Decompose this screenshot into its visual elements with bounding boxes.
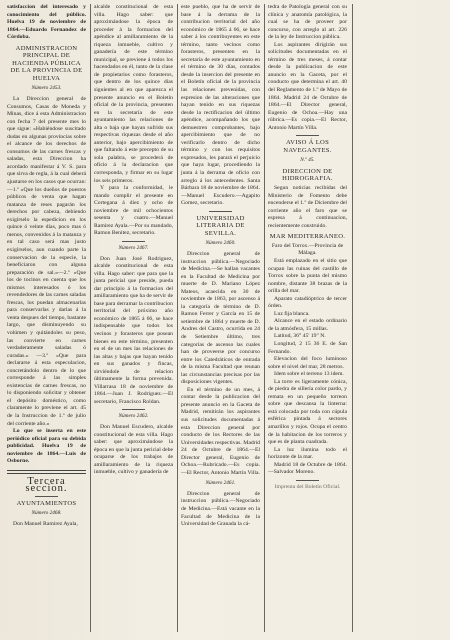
notice-body: La torre es ligeramente cónica, de piedra de sillería color pardo, y remata en un pequeño torreon sobre que descansa la linterna: está colocada por toda con cúpula esférica pintada á sectores amarillos y rojos. Ocupa el centro de la habitacion de los torreros y que es de planta cuadrada. xyxy=(268,378,347,446)
section-heading: UNIVERSIDAD LITERARIA DE SEVILLA. xyxy=(196,214,245,237)
notice-number: N.º 45. xyxy=(300,157,315,164)
notice-number: Número 2462. xyxy=(118,413,149,420)
notice-body: Direccion general de instruccion pública.—Negociado de Medicina.—Se hallan vacantes en la Facultad de Medicina por muerte de D. Mariano López Mateos, acaecida en 30 de noviembre de 1863, por ascenso á la categoría de término de D. Ramon Ferrer y García en 15 de setiembre de 1864 y muerte de D. Andres del Castro, ocurrida en 24 de Setiembre último, tres categorías de ascenso las cuales han de proveerse por concurso entre los Catedráticos de entrada de la misma Facultad que reunan las circunstancias precisas por las disposiciones vigentes. xyxy=(181,250,260,386)
notice-body: Don Juan José Rodriguez, alcalde constitucional de esta villa. Hago saber: que para que la junta pericial que preside, pueda dar principio á la formacion del amillaramiento que ha de servir de base para derramar la contribucion territorial del próximo año económico de 1865 á 66, se hace indispensable que todos los vecinos y forasteros que posean bienes en este término, presenten en el de un mes las relaciones de las altas y bajas que hayan tenido en sus ganados y fincas, sirviéndole de relacion últimamente la forma prevenida. Villarrasa 18 de noviembre de 1864.—Juan J. Rodriguez.—El secretario, Francisco Roldan. xyxy=(94,255,173,405)
divider xyxy=(122,241,146,242)
notice-body: Idem sobre el terreno 13 idem. xyxy=(274,371,344,378)
divider xyxy=(296,480,320,481)
notice-body: Madrid 18 de Octubre de 1864.—Salvador Moreno. xyxy=(268,461,347,476)
notice-body: Alcance en el estado ordinario de la atmósfera, 15 millas. xyxy=(268,318,347,332)
column-rule xyxy=(90,4,91,632)
divider xyxy=(122,409,146,410)
notice-body: Y para la conformidad, le mando cumplir el presente en Cortegana á diez y ocho de noviembre de mil ochocientos sesenta y cuatro.—Manuel Ramirez Ayala.—Por su mandado, Ramon Benitez, secretario. xyxy=(94,185,173,237)
section-heading: AVISO Á LOS NAVEGANTES. xyxy=(283,139,332,154)
notice-number: Número 2453. xyxy=(31,85,62,92)
notice-number: Número 2461. xyxy=(205,480,236,487)
notice-body: Aparato catadióptrico de tercer órden. xyxy=(268,295,347,310)
divider xyxy=(7,470,86,474)
divider xyxy=(209,211,233,212)
column-3 xyxy=(180,4,261,634)
notice-body: Lo que se inserta en este periódico oficial para su debida publicidad. Huelva 19 de noviembre de 1864.—Luis de Osborne. xyxy=(7,428,86,465)
notice-body: Está emplazado en el sitio que ocupan las ruinas del castillo de Torrox sobre la punta del mismo nombre, distante 38 brazas de la orilla del mar. xyxy=(268,257,347,295)
notice-body: En el término de un mes, á contar desde la publicacion del presente anuncio en la Gaceta de Madrid, remitirán los aspirantes sus solicitudes documentadas á esta Direccion general por conducto de los Rectores de las Universidades respectivas. Madrid 24 de Octubre de 1864.—El Director general, Eugenio de Ochoa.—Rubricado.—Es copia.—El Rector, Antonio Martín Villa. xyxy=(181,386,260,476)
notice-body: tedra de Patología general con su clínica y anatomía patológica, la cual se ha de proveer por concurso, con arreglo al art. 226 de la ley de Instruccion pública. xyxy=(268,4,347,41)
notice-body: Longitud, 2 15 36 E. de San Fernando. xyxy=(268,340,347,355)
column-4 xyxy=(267,4,348,634)
column-2 xyxy=(93,4,174,634)
notice-body: Latitud, 36° 45' 19" N. xyxy=(274,333,326,340)
notice-body: Segun noticias recibidas del Ministerio de Fomento debe encenderse el 1.º de Diciembre del corriente año el faro que se espresa á continuacion, recientemente construido. xyxy=(268,185,347,229)
section-title: Tercera seccion. xyxy=(25,475,68,495)
notice-number: Número 2460. xyxy=(205,240,236,247)
notice-body: Don Manuel Ramirez Ayala, xyxy=(13,521,78,527)
notice-body: este pueblo, que ha de servir de base á la derrama de la contribucion territorial del año económico de 1865 á 66, se hace saber á los contribuyentes en este término, tanto vecinos como forasteros, presenten en la secretaría de este ayuntamiento en el término de 30 días, contados desde la insercion del presente en el Boletín oficial de la provincia las relaciones prevenidas, con espresion de las alteraciones que hayan tenido en sus riquezas desde la rectificacion del último apéndice, acompañando los que demuestren comprobantes, bajo apercibimiento que de no verificarlo dentro de dicho término y con los requisitos expresados, les parará el perjuicio que haya lugar, procediendo la junta á la derrama de oficio con arreglo á los antecedentes. Santa Bárbara 18 de noviembre de 1864. —Manuel Escudero.—Agapito Gomez, secretario. xyxy=(181,4,260,207)
column-rule xyxy=(352,4,353,632)
column-1 xyxy=(6,4,87,634)
notice-ending: satisfaccion del interesado y conocimiento del público. Huelva 19 de noviembre de 1864.—Eduardo Fernandez de Córdoba. xyxy=(7,4,86,41)
subheading: Faro del Torrox.—Provincia de Málaga. xyxy=(271,242,344,257)
imprint: Imprenta del Boletín Oficial. xyxy=(274,483,341,490)
section-heading: MAR MEDITERRANEO. xyxy=(269,233,346,241)
notice-body: Los aspirantes dirigirán sus solicitudes documentadas en el término de tres meses, á contar desde la publicacion de este anuncio en la Gaceta, por el conducto que determina el art. 40 del Reglamento de 1.º de Mayo de 1864. Madrid 24 de Octubre de 1864.—El Director general, Eugenio de Ochoa.—Hay una rúbrica.—Es copia.—El Rector, Antonio Martín Villa. xyxy=(268,41,347,131)
divider xyxy=(296,135,320,136)
notice-number: Número 2467. xyxy=(118,244,149,251)
section-heading: ADMINISTRACION PRINCIPAL DE HACIENDA PÚBLICA DE LA PROVINCIA DE HUELVA xyxy=(10,44,83,82)
notice-body: La Direccion general de Consumos, Casas de Moneda y Minas, dice á esta Administracion con fecha 7 del presente mes lo que sigue: «Habiéndose suscitado dudas en algunas provincias sobre el alcance de los derechos de consumos de las carnes frescas y saladas, esta Direccion ha acordado manifestar á V. S. para que sirva de regla, á la cual deberá ajustarse en los casos que ocurran: —1.º «Que los dueños de puestos públicos de venta que hagan matanza de reses pagarán los derechos por cabeza, debiendo exigírselo la espedicion en los quince ó veinte días, poco mas ó menos, convenidos á la matanza y en tal caso será mas justo exigírselos, aun cuando parte la conservacion de la especie, la beneficiaron con alguna preparación de sal.»—2.º «Que los de tocinos en cuenta que los mismos interesados ó los revendedores de las carnes saladas frescas, los puedan almacenarlas para conservarlas y darlas á la venta despues del tiempo, bastante largo, que disminuyendo su volúmen y quitándoles su peso, las convierte en carnes verdaderamente saladas ó curadas.» —3.º «Que para declararse á esta especulacion, concretándolo dentro de lo que corresponde á las simples existencias de carnes frescas, no lo disponiendo solicitar y obtener el depósito doméstico, como claramente lo previene el art. 45 de la Instruccion de 1.º de julio del corriente año.» xyxy=(7,96,86,427)
section-heading: AYUNTAMIENTOS xyxy=(16,499,77,507)
divider xyxy=(35,496,59,497)
notice-body: Don Manuel Escudero, alcalde constitucional de esta villa. Hago saber: que aproximándose la época en que la junta pericial debe ocuparse de los trabajos de amillaramiento de la riqueza inmueble, cultivo y ganadería de xyxy=(94,423,173,476)
notice-body: alcalde constitucional de esta villa. Hago saber: que aproximándose la época de proceder á la formacion del apéndice al amillaramiento de la riqueza inmueble, cultivo y ganadería de este término municipal, se previene á todos los hacendados en él, tanto de la clase de propietarios como forasteros, que dentro de los quince días siguientes al en que aparezca el presente anuncio en el Boletín oficial de la provincia, presenten en la secretaría de este ayuntamiento las relaciones de alta o baja que hayan sufrido sus respectivas riquezas desde el año anterior, bajo apercibimiento de que faltando á este precepto de su sola palabra, se procederá de oficio á la declaracion que corresponda, y firmar en su lugar los seis primeros. xyxy=(94,4,173,184)
notice-body: La luz ilumina todo el horizonte de la mar. xyxy=(268,446,347,461)
section-heading: DIRECCION DE HIDROGRAFIA. xyxy=(282,167,333,183)
column-rule xyxy=(264,4,265,632)
notice-body: Direccion general de instruccion pública.—Negociado de Medicina.—Está vacante en la Facultad de Medicina de la Universidad de Granada la cá- xyxy=(181,490,260,528)
notice-body: Luz fija blanca. xyxy=(274,310,310,317)
notice-number: Número 2468. xyxy=(31,510,62,517)
notice-body: Elevacion del foco luminoso sobre el nivel del mar, 28 metros. xyxy=(268,356,347,370)
column-rule xyxy=(177,4,178,632)
